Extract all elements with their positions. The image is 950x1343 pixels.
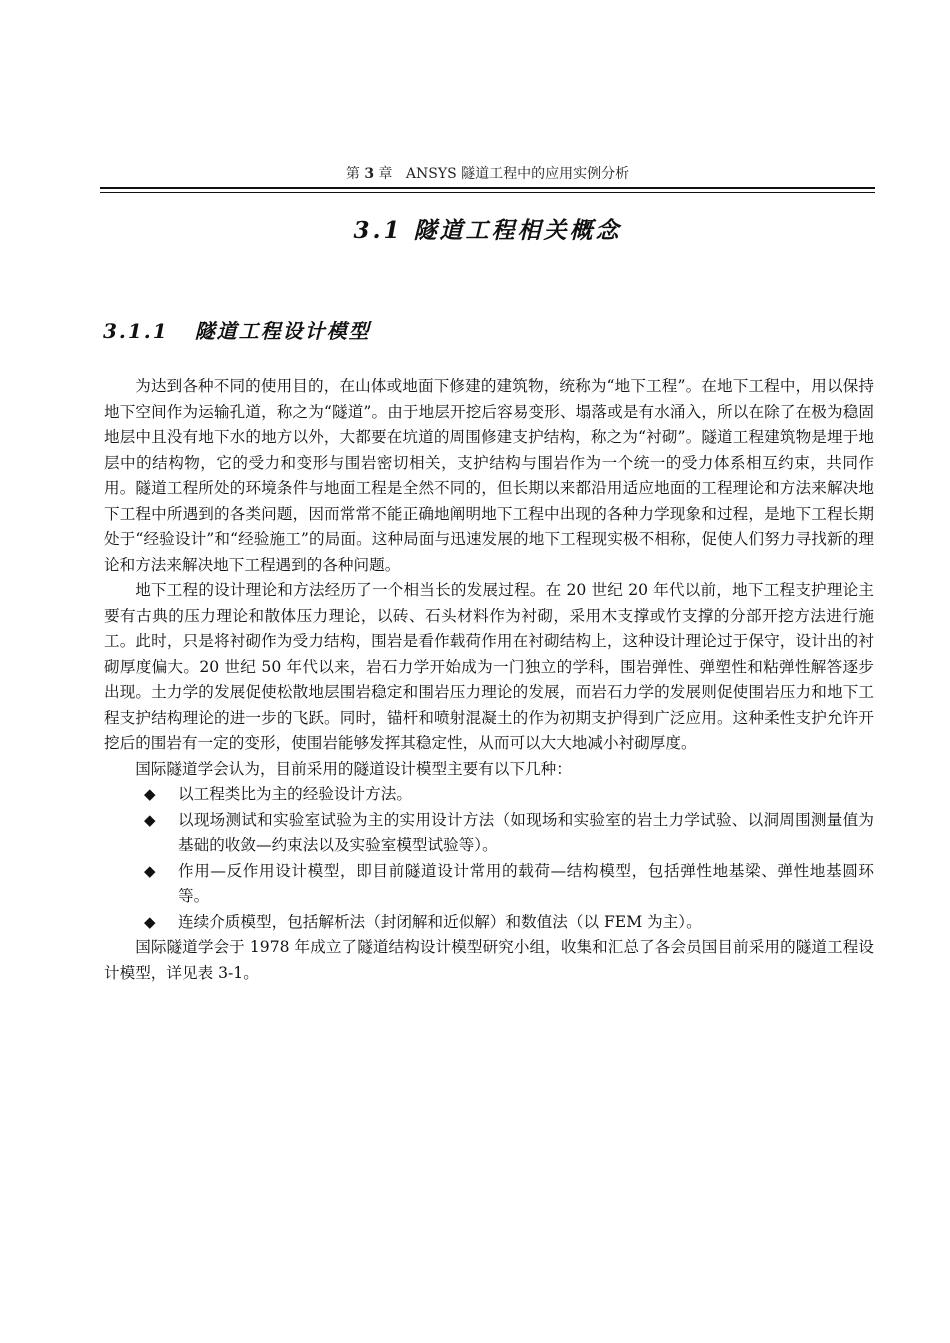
paragraph-2: 地下工程的设计理论和方法经历了一个相当长的发展过程。在 20 世纪 20 年代以前，地下工程支护理论主要有古典的压力理论和散体压力理论，以砖、石头材料作为衬砌，采用木支撑或竹支撑的分部开挖方法进行施工。此时，只是将衬砌作为受力结构，围岩是看作载荷作用在衬砌结构上，这种设计理论过于保守，设计出的衬砌厚度偏大。20 世纪 50 年代以来，岩石力学开始成为一门独立的学科，围岩弹性、弹塑性和粘弹性解答逐步出现。土力学的发展促使松散地层围岩稳定和围岩压力理论的发展，而岩石力学的发展则促使围岩压力和地下工程支护结构理论的进一步的飞跃。同时，锚杆和喷射混凝土的作为初期支护得到广泛应用。这种柔性支护允许开挖后的围岩有一定的变形，使围岩能够发挥其稳定性，从而可以大大地减小衬砌厚度。: [104, 581, 874, 752]
diamond-bullet-icon: ◆: [144, 861, 156, 880]
paragraph-1: 为达到各种不同的使用目的，在山体或地面下修建的建筑物，统称为“地下工程”。在地下工程中，用以保持地下空间作为运输孔道，称之为“隧道”。由于地层开挖后容易变形、塌落或是有水涌入，所以在除了在极为稳固地层中且没有地下水的地方以外，大都要在坑道的周围修建支护结构，称之为“衬砌”。隧道工程建筑物是埋于地层中的结构物，它的受力和变形与围岩密切相关，支护结构与围岩作为一个统一的受力体系相互约束，共同作用。隧道工程所处的环境条件与地面工程是全然不同的，但长期以来都沿用适应地面的工程理论和方法来解决地下工程中所遇到的各类问题，因而常常不能正确地阐明地下工程中出现的各种力学现象和过程，是地下工程长期处于“经验设计”和“经验施工”的局面。这种局面与迅速发展的地下工程现实极不相称，促使人们努力寻找新的理论和方法来解决地下工程遇到的各种问题。: [104, 377, 874, 574]
list-item: [104, 859, 874, 910]
section-title: 3.1 隧道工程相关概念: [353, 217, 622, 244]
list-item: [104, 808, 874, 859]
paragraph-4: 国际隧道学会于 1978 年成立了隧道结构设计模型研究小组，收集和汇总了各会员国目前采用的隧道工程设计模型，详见表 3-1。: [104, 938, 874, 982]
list-item-text: 以工程类比为主的经验设计方法。: [178, 785, 412, 803]
diamond-bullet-icon: ◆: [144, 912, 156, 931]
list-item: [104, 910, 874, 936]
diamond-bullet-icon: ◆: [144, 785, 156, 803]
header-rule-thick: [100, 187, 875, 189]
list-item: [104, 782, 874, 808]
paragraph-3: 国际隧道学会认为，目前采用的隧道设计模型主要有以下几种：: [135, 759, 572, 778]
chapter-prefix: 第: [345, 166, 360, 182]
list-item-text: 以现场测试和实验室试验为主的实用设计方法（如现场和实验室的岩土力学试验、以洞周围测量值为基础的收敛—约束法以及实验室模型试验等）。: [178, 810, 874, 854]
list-item-text: 作用—反作用设计模型，即目前隧道设计常用的载荷—结构模型，包括弹性地基梁、弹性地基圆环等。: [178, 861, 874, 905]
chapter-suffix: 章: [378, 166, 393, 182]
subsection-heading: [103, 316, 371, 346]
chapter-number: 3: [364, 166, 375, 182]
diamond-bullet-icon: ◆: [144, 810, 156, 829]
subsection-title: 隧道工程设计模型: [194, 319, 371, 343]
chapter-title: ANSYS 隧道工程中的应用实例分析: [405, 166, 630, 182]
body-text: [104, 374, 874, 986]
list-item-text: 连续介质模型，包括解析法（封闭解和近似解）和数值法（以 FEM 为主）。: [178, 912, 702, 931]
header-rule-thin: [100, 192, 875, 193]
design-model-list: [104, 782, 874, 935]
subsection-number: 3.1.1: [103, 319, 169, 343]
running-header: [100, 164, 875, 184]
